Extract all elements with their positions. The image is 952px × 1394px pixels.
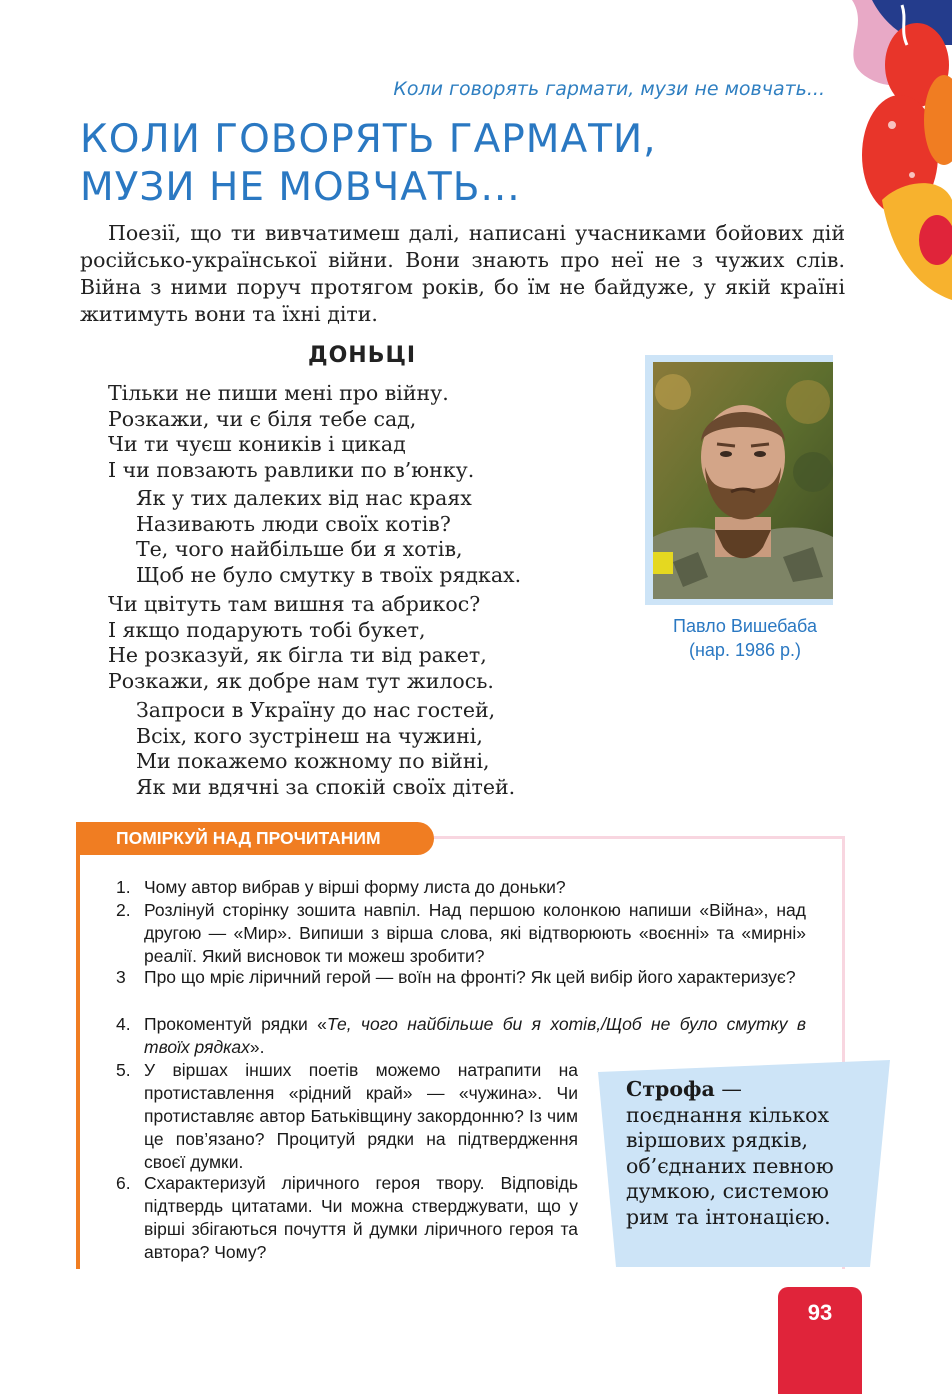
title-line-1: КОЛИ ГОВОРЯТЬ ГАРМАТИ, bbox=[80, 117, 657, 162]
question-item bbox=[116, 899, 806, 968]
stanza-3 bbox=[108, 592, 494, 694]
question-quote: Те, чого найбільше би я хотів,/Щоб не було смутку в твоїх рядках bbox=[144, 1014, 807, 1057]
question-item bbox=[116, 1059, 578, 1174]
author-name: Павло Вишебаба bbox=[673, 616, 817, 636]
question-text bbox=[144, 1013, 806, 1059]
poem-line: Чи цвітуть там вишня та абрикос? bbox=[108, 592, 481, 616]
term-definition bbox=[626, 1077, 866, 1230]
author-years: (нар. 1986 р.) bbox=[688, 640, 801, 660]
poem-line: Всіх, кого зустрінеш на чужині, bbox=[136, 723, 483, 748]
question-text-end: ». bbox=[249, 1037, 265, 1057]
poem-line: Ми покажемо кожному по війні, bbox=[136, 749, 490, 773]
question-number: 4. bbox=[116, 1014, 131, 1034]
stanza-2 bbox=[136, 486, 521, 588]
term-dash: — bbox=[714, 1077, 742, 1101]
poem-line: Чи ти чуєш коників і цикад bbox=[108, 432, 406, 456]
poem-line: Як ми вдячні за спокій своїх дітей. bbox=[136, 774, 516, 799]
poem-line: Щоб не було смутку в твоїх рядках. bbox=[136, 562, 522, 587]
question-number: 5. bbox=[116, 1060, 131, 1080]
poem-line: Запроси в Україну до нас гостей, bbox=[136, 698, 496, 722]
running-head: Коли говорять гармати, музи не мовчать... bbox=[393, 78, 825, 100]
question-text: Про що мріє ліричний герой — воїн на фронті? Як цей вибір його характеризує? bbox=[144, 967, 796, 987]
poem-line: І якщо подарують тобі букет, bbox=[108, 617, 426, 642]
question-text: У віршах інших поетів можемо натрапити на протиставлення «рідний край» — «чужина». Чи протиставляє автор Батьківщину закордонню? Із чим це пов’язано? Процитуй рядки на підтвердження своєї думки. bbox=[144, 1060, 578, 1172]
intro-paragraph: Поезії, що ти вивчатимеш далі, написані учасниками бойових дій російсько-української війни. Вони знають про неї не з чужих слів. Війна з ними поруч протягом років, бо їм не байдуже, у якій країні житимуть вони та їхні діти. bbox=[80, 221, 845, 326]
poem-title: ДОНЬЦІ bbox=[308, 343, 417, 368]
poem-line: Називають люди своїх котів? bbox=[136, 511, 451, 536]
poem-line: Розкажи, як добре нам тут жилось. bbox=[108, 668, 494, 693]
page-title bbox=[80, 116, 780, 212]
poem-line: Те, чого найбільше би я хотів, bbox=[136, 537, 463, 561]
question-item bbox=[116, 966, 806, 1012]
question-item bbox=[116, 1013, 806, 1059]
stanza-4 bbox=[136, 698, 515, 800]
poem-line: Не розказуй, як бігла ти від ракет, bbox=[108, 643, 487, 667]
poem-line: Тільки не пиши мені про війну. bbox=[108, 381, 449, 405]
question-number: 2. bbox=[116, 900, 131, 920]
title-line-2: МУЗИ НЕ МОВЧАТЬ... bbox=[80, 165, 521, 210]
question-text: Чому автор вибрав у вірші форму листа до доньки? bbox=[144, 877, 566, 897]
poem-line: Розкажи, чи є біля тебе сад, bbox=[108, 406, 417, 431]
question-text: Розлінуй сторінку зошита навпіл. Над першою колонкою напиши «Війна», над другою — «Мир». Випиши з вірша слова, які відтворюють «воєнні» та «мирні» реалії. Який висновок ти можеш зробити? bbox=[144, 900, 806, 966]
question-item bbox=[116, 1172, 578, 1264]
question-item bbox=[116, 876, 806, 899]
poem-line: І чи повзають равлики по в’юнку. bbox=[108, 457, 475, 482]
questions-heading: ПОМІРКУЙ НАД ПРОЧИТАНИМ bbox=[76, 822, 434, 855]
page-number: 93 bbox=[807, 1300, 833, 1325]
question-number: 1. bbox=[116, 877, 131, 897]
term-word: Строфа bbox=[626, 1077, 715, 1101]
question-text: Схарактеризуй ліричного героя твору. Відповідь підтвердь цитатами. Чи можна стверджувати, що у вірші збігаються почуття й думки ліричного героя та автора? Чому? bbox=[144, 1173, 578, 1262]
stanza-1 bbox=[108, 381, 474, 483]
question-number: 3 bbox=[116, 967, 126, 987]
questions-box-accent bbox=[76, 836, 80, 1269]
question-number: 6. bbox=[116, 1173, 131, 1193]
question-text-start: Прокоментуй рядки « bbox=[144, 1014, 327, 1034]
author-caption bbox=[630, 614, 860, 662]
poem-line: Як у тих далеких від нас краях bbox=[136, 486, 472, 510]
author-photo bbox=[653, 362, 833, 599]
term-text: поєднання кількох віршових рядків, об’єднаних певною думкою, системою рим та інтонацією. bbox=[626, 1102, 834, 1229]
